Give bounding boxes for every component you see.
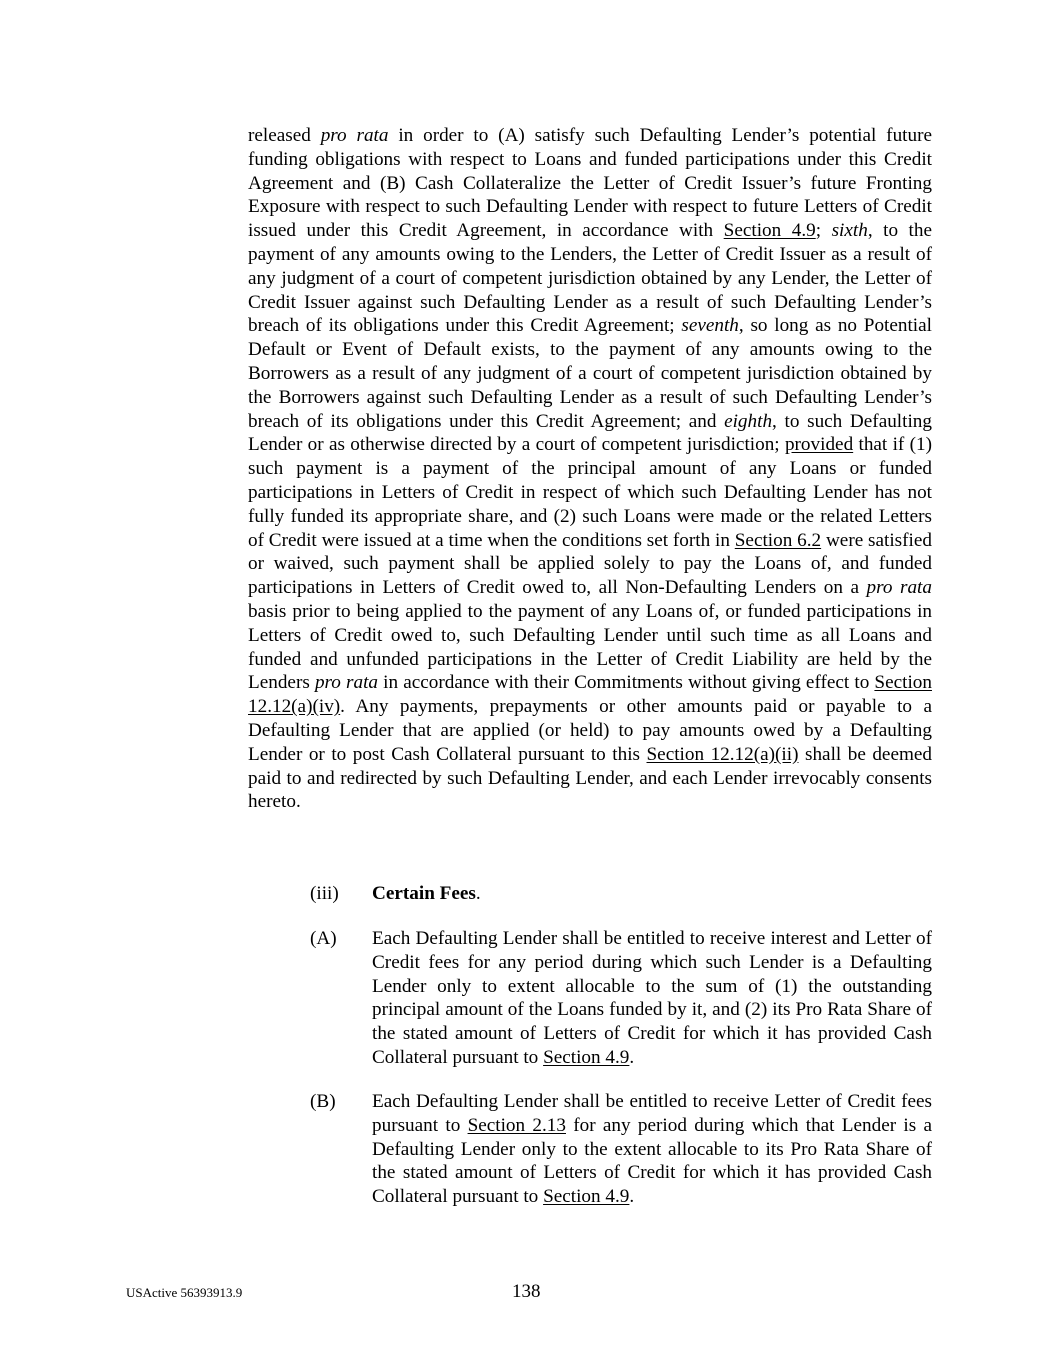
list-item-text bbox=[372, 1090, 932, 1209]
text-run: in order to (A) satisfy such Defaulting Lender’s potential future funding obligations with respect to Loans and funded participations under this Credit Agreement and (B) Cash Collateralize the Letter of Credit Issuer’s future Fronting Exposure with respect to such Defaulting Lender with respect to future Letters of Credit issued under this Credit Agreement, in accordance with bbox=[248, 125, 932, 242]
text-run: Each Defaulting Lender shall be entitled to receive interest and Letter of Credit fees for any period during which such Lender is a Defaulting Lender only to extent allocable to the sum of (1) the outstanding principal amount of the Loans funded by it, and (2) its Pro Rata Share of the stated amount of Letters of Credit for which it has provided Cash Collateral pursuant to bbox=[372, 928, 932, 1068]
text-run: released bbox=[248, 125, 321, 146]
text-run: in accordance with their Commitments without giving effect to bbox=[378, 672, 875, 694]
text-run: . bbox=[629, 1186, 635, 1208]
text-run: , to such Defaulting Lender or as otherwise directed by a court of competent jurisdiction; bbox=[248, 410, 932, 456]
text-run: . bbox=[629, 1046, 635, 1068]
body-paragraph bbox=[248, 124, 932, 814]
list-item-text bbox=[372, 927, 932, 1070]
section-reference: Section 4.9 bbox=[543, 1186, 630, 1208]
text-run: Each Defaulting Lender shall be entitled to receive Letter of Credit fees pursuant to bbox=[372, 1091, 932, 1136]
section-reference: Section 4.9 bbox=[723, 220, 816, 242]
section-reference: provided bbox=[784, 434, 854, 456]
italic-term: eighth bbox=[724, 410, 773, 432]
section-heading-certain-fees bbox=[310, 882, 481, 906]
list-item-a bbox=[310, 927, 932, 1070]
footer-document-id: USActive 56393913.9 bbox=[126, 1285, 243, 1300]
section-reference: Section 12.12(a)(iv) bbox=[248, 672, 932, 718]
text-run: ; bbox=[815, 220, 832, 242]
list-item-b bbox=[310, 1090, 932, 1209]
section-reference: Section 2.13 bbox=[467, 1114, 566, 1136]
text-run: that if (1) such payment is a payment of the principal amount of any Loans or funded participations in Letters of Credit in respect of which such Defaulting Lender has not fully funded its appropriate share, and (2) such Loans were made or the related Letters of Credit were issued at a time when the conditions set forth in bbox=[248, 434, 932, 551]
section-title: Certain Fees bbox=[372, 883, 476, 904]
list-item-label: (A) bbox=[310, 928, 337, 949]
text-run: for any period during which that Lender is a Defaulting Lender only to the extent allocable to its Pro Rata Share of the stated amount of Letters of Credit for which it has provided Cash Collateral pursuant to bbox=[372, 1114, 932, 1208]
italic-term: pro rata bbox=[320, 125, 389, 146]
section-reference: Section 6.2 bbox=[734, 529, 822, 551]
list-item-label: (B) bbox=[310, 1091, 336, 1112]
text-run: basis prior to being applied to the payment of any Loans of, or funded participations in Letters of Credit owed to, such Defaulting Lender until such time as all Loans and funded and unfunded participations in the Letter of Credit Liability are held by the Lenders bbox=[248, 600, 932, 694]
italic-term: pro rata bbox=[866, 577, 932, 599]
footer-page-number: 138 bbox=[512, 1281, 541, 1302]
text-run: , so long as no Potential Default or Event of Default exists, to the payment of any amounts owing to the Borrowers as a result of any judgment of a court of competent jurisdiction obtained by the Borrowers against such Defaulting Lender as a result of such Defaulting Lender’s breach of its obligations under this Credit Agreement; and bbox=[248, 315, 932, 432]
section-number: (iii) bbox=[310, 883, 339, 904]
section-reference: Section 12.12(a)(ii) bbox=[646, 743, 799, 765]
section-reference: Section 4.9 bbox=[543, 1046, 630, 1068]
italic-term: seventh bbox=[681, 315, 739, 337]
italic-term: pro rata bbox=[314, 672, 378, 694]
section-title-period: . bbox=[475, 883, 481, 904]
text-run: were satisfied or waived, such payment shall be applied solely to pay the Loans of, and funded participations in Letters of Credit owed to, all Non-Defaulting Lenders on a bbox=[248, 529, 932, 599]
italic-term: sixth bbox=[831, 220, 868, 242]
text-run: , to the payment of any amounts owing to the Lenders, the Letter of Credit Issuer as a result of any judgment of a court of competent jurisdiction obtained by any Lender, the Letter of Credit Issuer against such Defaulting Lender as a result of such Defaulting Lender’s breach of its obligations under this Credit Agreement; bbox=[248, 220, 932, 337]
text-run: shall be deemed paid to and redirected by such Defaulting Lender, and each Lender irrevocably consents hereto. bbox=[248, 743, 933, 813]
text-run: . Any payments, prepayments or other amounts paid or payable to a Defaulting Lender that are applied (or held) to pay amounts owed by a Defaulting Lender or to post Cash Collateral pursuant to this bbox=[248, 696, 932, 765]
